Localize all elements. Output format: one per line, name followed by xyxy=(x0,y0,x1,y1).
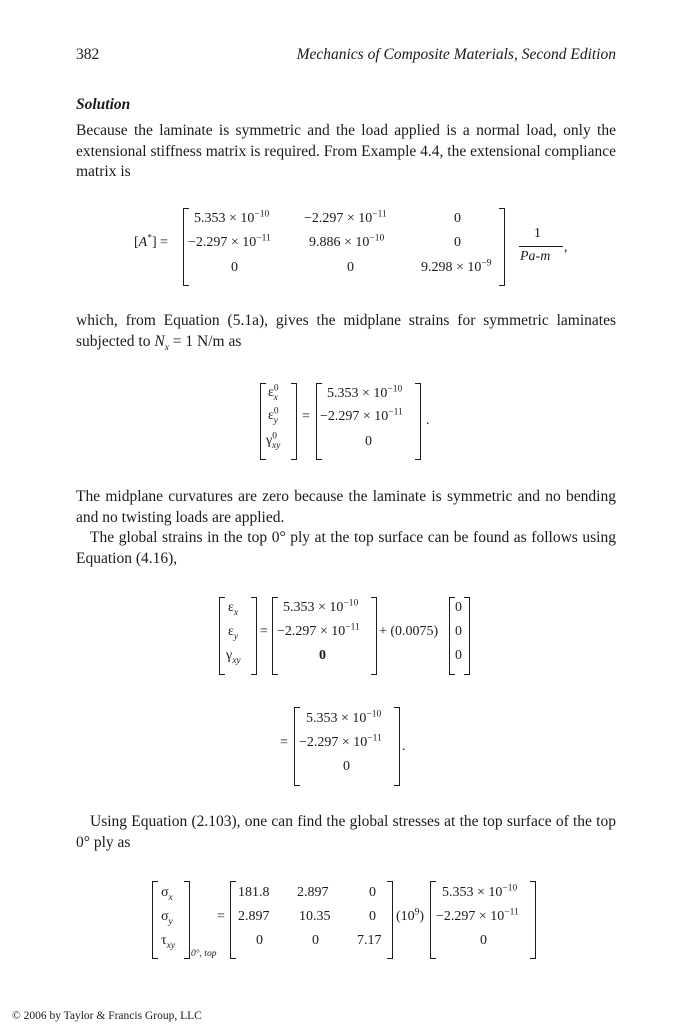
eq5-matrix-cell: 0 xyxy=(312,933,319,948)
eq1-cell: 0 xyxy=(231,260,238,275)
eq5-lhs-left-bracket xyxy=(152,881,158,959)
eq5-factor: $(10^9)$ xyxy=(396,907,425,924)
equation-global-strains-result xyxy=(280,707,440,787)
eq5-matrix-cell: 181.8 xyxy=(238,885,270,900)
eq3-vec1-cell: 0 xyxy=(319,648,326,663)
eq4-cell: $5.353 \times 10^{-10}$ xyxy=(306,709,382,726)
eq5-matrix-cell: 0 xyxy=(369,885,376,900)
equation-compliance-matrix xyxy=(134,206,594,286)
eq2-rhs-right-bracket xyxy=(415,383,421,460)
eq3-vec2-cell: 0 xyxy=(455,624,462,639)
eq3-vec1-cell: $5.353 \times 10^{-10}$ xyxy=(283,598,359,615)
equation-global-stresses xyxy=(150,881,550,961)
eq2-rhs-cell: 0 xyxy=(365,434,372,449)
eq5-vec-cell: $5.353 \times 10^{-10}$ xyxy=(442,883,518,900)
eq3-vec2-right-bracket xyxy=(464,597,470,675)
eq1-cell: $9.886 \times 10^{-10}$ xyxy=(309,233,385,250)
eq1-frac-bar xyxy=(519,246,563,247)
paragraph-global-strains: The global strains in the top 0° ply at the top surface can be found as follows using Equation (4.16), xyxy=(76,529,616,567)
eq5-matrix-left-bracket xyxy=(230,881,236,959)
eq3-equals: = xyxy=(260,624,268,639)
eq1-cell: $-2.297 \times 10^{-11}$ xyxy=(188,233,271,250)
paragraph-midplane-strains: which, from Equation (5.1a), gives the midplane strains for symmetric laminates subjected to $N_x = 1$ N/m as xyxy=(76,312,616,353)
eq5-vec-right-bracket xyxy=(530,881,536,959)
paragraph-intro: Because the laminate is symmetric and the load applied is a normal load, only the extensional stiffness matrix is required. From Example 4.4, the extensional compliance matrix is xyxy=(76,122,616,180)
equation-midplane-strains xyxy=(258,383,448,459)
equation-global-strains xyxy=(217,597,487,677)
eq1-cell: $9.298 \times 10^{-9}$ xyxy=(421,258,492,275)
eq5-matrix-cell: 0 xyxy=(256,933,263,948)
eq5-equals: = xyxy=(217,909,225,924)
eq3-vec1-cell: $-2.297 \times 10^{-11}$ xyxy=(277,622,360,639)
eq2-period: . xyxy=(426,413,430,428)
eq4-cell: $-2.297 \times 10^{-11}$ xyxy=(299,733,382,750)
eq2-equals: = xyxy=(302,409,310,424)
eq1-frac-num: 1 xyxy=(534,226,541,241)
eq3-lhs-cell: $\varepsilon_x$ xyxy=(228,600,239,618)
eq5-lhs-cell: $\tau_{xy}$ xyxy=(161,933,176,951)
copyright-footer: © 2006 by Taylor & Francis Group, LLC xyxy=(12,1010,202,1022)
eq5-vec-cell: 0 xyxy=(480,933,487,948)
eq1-cell: 0 xyxy=(454,235,461,250)
eq3-vec2-cell: 0 xyxy=(455,600,462,615)
eq5-lhs-right-bracket xyxy=(184,881,190,959)
eq3-lhs-right-bracket xyxy=(251,597,257,675)
paragraph-global-stresses: Using Equation (2.103), one can find the global stresses at the top surface of the top 0° ply as xyxy=(76,813,616,851)
eq1-right-bracket xyxy=(499,208,505,286)
eq2-rhs-cell: $5.353 \times 10^{-10}$ xyxy=(327,384,403,401)
eq1-lhs: [A*] = xyxy=(134,233,169,250)
eq1-trailing-comma: , xyxy=(564,240,568,255)
eq5-matrix-cell: 2.897 xyxy=(297,885,329,900)
eq3-lhs-left-bracket xyxy=(219,597,225,675)
solution-heading: Solution xyxy=(76,96,131,113)
eq2-lhs-right-bracket xyxy=(291,383,297,460)
eq1-cell: 0 xyxy=(454,211,461,226)
eq1-cell: $5.353 \times 10^{-10}$ xyxy=(194,209,270,226)
eq3-factor: + (0.0075) xyxy=(379,624,439,639)
eq5-lhs-cell: $\sigma_y$ xyxy=(161,909,173,927)
eq5-matrix-cell: 7.17 xyxy=(357,933,382,948)
eq3-vec1-right-bracket xyxy=(371,597,377,675)
eq5-lhs-subscript: 0°, top xyxy=(191,949,217,959)
eq3-vec2-cell: 0 xyxy=(455,648,462,663)
eq5-matrix-right-bracket xyxy=(387,881,393,959)
paragraph-curvatures: The midplane curvatures are zero because the laminate is symmetric and no bending and no twisting loads are applied. xyxy=(76,488,616,526)
eq2-lhs-cell: $\varepsilon^0_y$ xyxy=(268,406,279,426)
eq4-right-bracket xyxy=(394,707,400,786)
running-header-title: Mechanics of Composite Materials, Second Edition xyxy=(296,46,616,63)
eq1-cell: 0 xyxy=(347,260,354,275)
eq3-lhs-cell: $\gamma_{xy}$ xyxy=(226,648,241,666)
eq5-matrix-cell: 10.35 xyxy=(299,909,331,924)
eq2-rhs-cell: $-2.297 \times 10^{-11}$ xyxy=(320,407,403,424)
eq5-matrix-cell: 2.897 xyxy=(238,909,270,924)
eq2-lhs-cell: $\gamma^0_{xy}$ xyxy=(266,431,281,451)
page-number: 382 xyxy=(76,46,100,63)
eq5-matrix-cell: 0 xyxy=(369,909,376,924)
eq1-frac-den: Pa-m xyxy=(520,249,551,264)
eq5-lhs-cell: $\sigma_x$ xyxy=(161,885,173,903)
eq4-cell: 0 xyxy=(343,759,350,774)
eq3-lhs-cell: $\varepsilon_y$ xyxy=(228,624,239,642)
eq2-lhs-cell: $\varepsilon^0_x$ xyxy=(268,383,279,403)
eq5-vec-cell: $-2.297 \times 10^{-11}$ xyxy=(436,907,519,924)
eq1-cell: $-2.297 \times 10^{-11}$ xyxy=(304,209,387,226)
eq4-period: . xyxy=(402,739,406,754)
eq4-equals: = xyxy=(280,735,288,750)
